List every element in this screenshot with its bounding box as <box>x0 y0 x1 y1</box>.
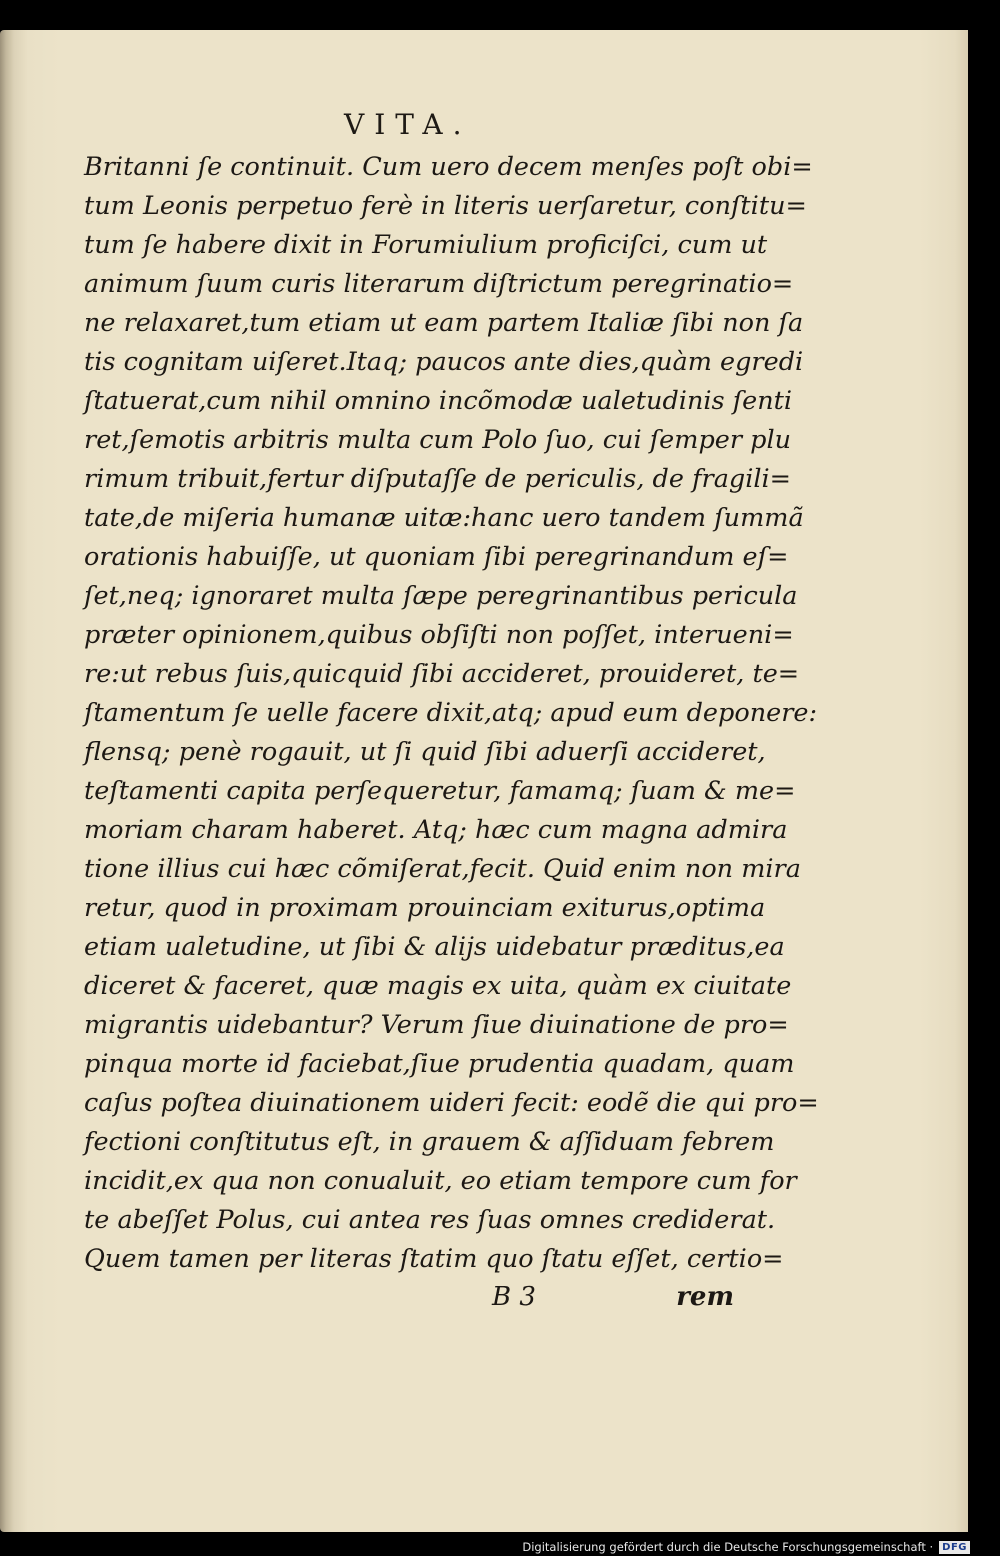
digitization-credit <box>522 1540 970 1554</box>
catchword: rem <box>676 1282 734 1312</box>
credit-text: Digitalisierung gefördert durch die Deutsche Forschungsgemeinschaft · <box>522 1540 934 1554</box>
text-line: teſtamenti capita perſequeretur, famamq; ſuam & me= <box>84 776 796 806</box>
text-line: orationis habuiſſe, ut quoniam ſibi peregrinandum eſ= <box>84 542 789 572</box>
text-line: re:ut rebus ſuis,quicquid ſibi accideret, prouideret, te= <box>84 659 800 689</box>
text-line: ſtatuerat,cum nihil omnino incõmodæ ualetudinis ſenti <box>84 386 793 416</box>
text-line: moriam charam haberet. Atq; hæc cum magna admira <box>84 815 788 845</box>
text-line: præter opinionem,quibus obſiſti non poſſet, interueni= <box>84 620 794 650</box>
text-line: animum ſuum curis literarum diſtrictum peregrinatio= <box>84 269 794 299</box>
text-line: Britanni ſe continuit. Cum uero decem menſes poſt obi= <box>84 152 813 182</box>
text-line: tate,de miſeria humanæ uitæ:hanc uero tandem ſummã <box>84 503 804 533</box>
text-line: te abeſſet Polus, cui antea res ſuas omnes crediderat. <box>84 1205 776 1235</box>
text-line: ret,ſemotis arbitris multa cum Polo ſuo, cui ſemper plu <box>84 425 792 455</box>
text-line: tione illius cui hæc cõmiſerat,fecit. Quid enim non mira <box>84 854 801 884</box>
dfg-logo: DFG <box>939 1541 970 1554</box>
text-line: ne relaxaret,tum etiam ut eam partem Italiæ ſibi non ſa <box>84 308 804 338</box>
text-line: incidit,ex qua non conualuit, eo etiam tempore cum for <box>84 1166 797 1196</box>
text-line: caſus poſtea diuinationem uideri fecit: eodẽ die qui pro= <box>84 1088 819 1118</box>
signature-mark: B 3 <box>492 1282 536 1312</box>
text-line: etiam ualetudine, ut ſibi & alijs uidebatur præditus,ea <box>84 932 785 962</box>
text-line: Quem tamen per literas ſtatim quo ſtatu eſſet, certio= <box>84 1244 784 1274</box>
text-line: fectioni conſtitutus eſt, in grauem & aſſiduam febrem <box>84 1127 775 1157</box>
text-line: tum Leonis perpetuo ferè in literis uerſaretur, conſtitu= <box>84 191 807 221</box>
text-line: migrantis uidebantur? Verum ſiue diuinatione de pro= <box>84 1010 789 1040</box>
text-line: tum ſe habere dixit in Forumiulium proficiſci, cum ut <box>84 230 768 260</box>
page-footer-line <box>84 1282 744 1322</box>
running-head: VITA. <box>344 108 472 141</box>
book-page <box>0 30 968 1532</box>
text-line: ſet,neq; ignoraret multa ſæpe peregrinantibus pericula <box>84 581 798 611</box>
text-line: ſtamentum ſe uelle facere dixit,atq; apud eum deponere: <box>84 698 818 728</box>
text-line: retur, quod in proximam prouinciam exiturus,optima <box>84 893 766 923</box>
text-line: tis cognitam uiſeret.Itaq; paucos ante dies,quàm egredi <box>84 347 804 377</box>
body-text <box>84 148 819 1279</box>
text-line: diceret & faceret, quæ magis ex uita, quàm ex ciuitate <box>84 971 792 1001</box>
text-line: flensq; penè rogauit, ut ſi quid ſibi aduerſi accideret, <box>84 737 766 767</box>
text-line: pinqua morte id faciebat,ſiue prudentia quadam, quam <box>84 1049 795 1079</box>
text-line: rimum tribuit,fertur diſputaſſe de periculis, de fragili= <box>84 464 792 494</box>
